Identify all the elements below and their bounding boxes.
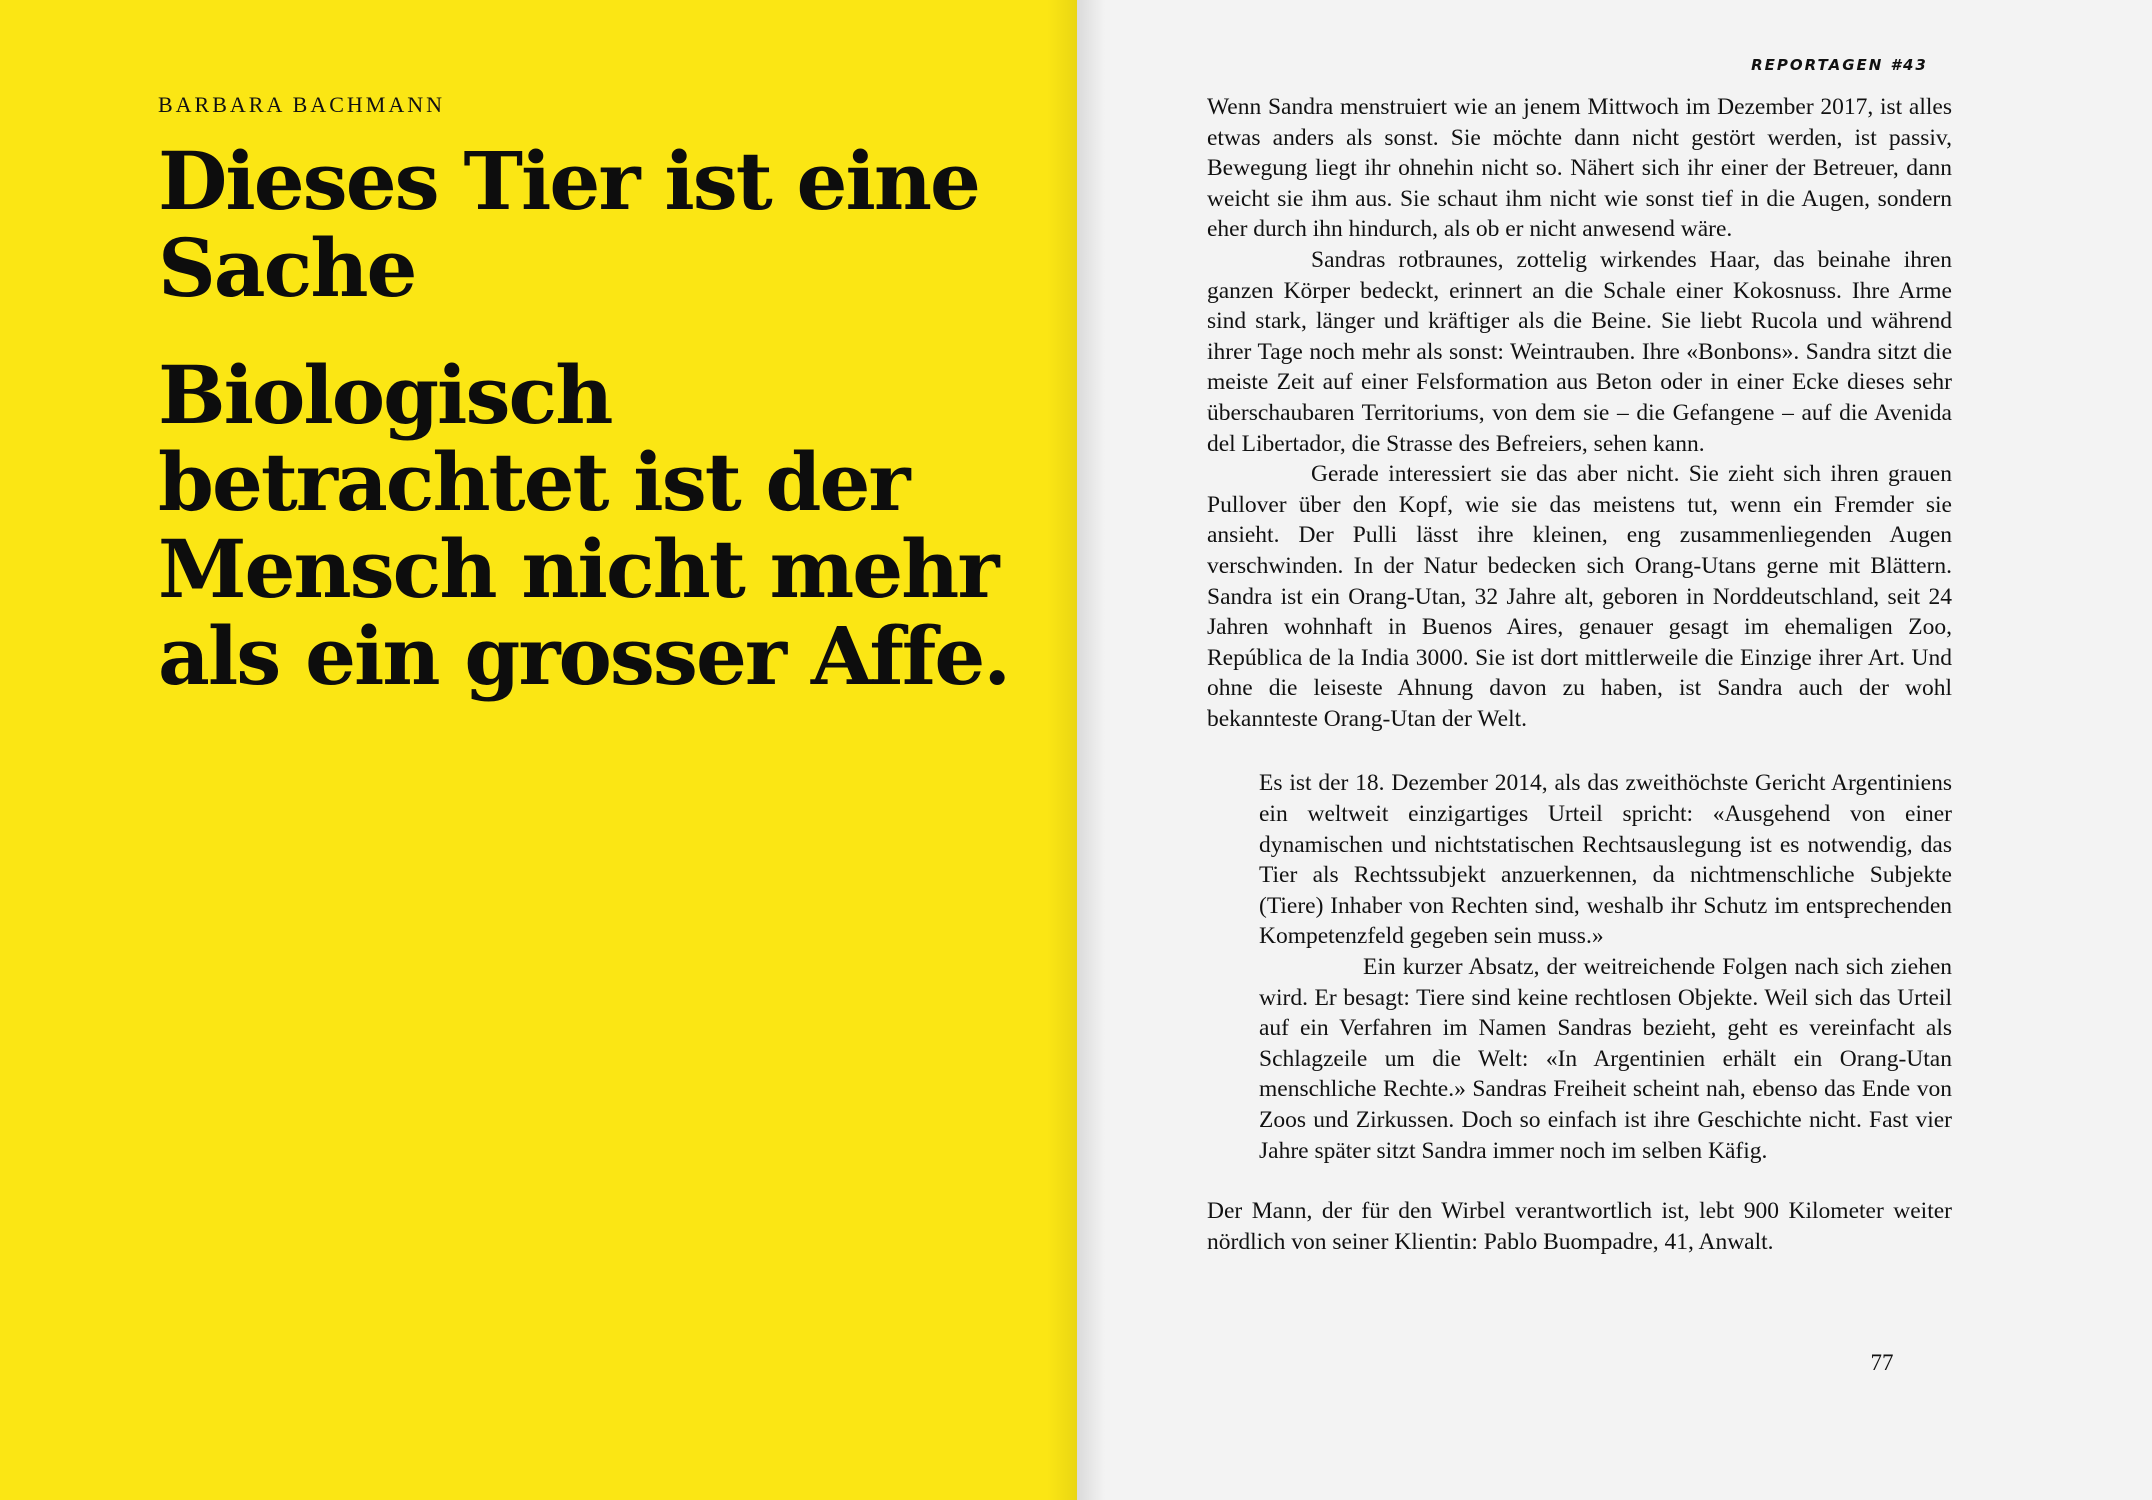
article-title: Dieses Tier ist eine Sache <box>158 134 979 315</box>
author-name: BARBARA BACHMANN <box>158 92 445 117</box>
block-paragraph: Ein kurzer Absatz, der weitreichende Folgen nach sich ziehen wird. Er besagt: Tiere sind keine rechtlosen Objekte. Weil sich das Urteil auf ein Verfahren im Namen Sandras bezieht, geht es vereinfacht als Schlagzeile um die Welt: «In Argentinien erhält ein Orang-Utan menschliche Rechte.» Sandras Freiheit scheint nah, ebenso das Ende von Zoos und Zirkussen. Doch so einfach ist ihre Geschichte nicht. Fast vier Jahre später sitzt Sandra immer noch im selben Käfig. <box>1259 954 1952 1164</box>
right-page <box>1077 0 2152 1500</box>
body-paragraph: Sandras rotbraunes, zottelig wirkendes Haar, das beinahe ihren ganzen Körper bedeckt, erinnert an die Schale einer Kokosnuss. Ihre Arme sind stark, länger und kräftiger als die Beine. Sie liebt Rucola und während ihrer Tage noch mehr als sonst: Weintrauben. Ihre «Bonbons». Sandra sitzt die meiste Zeit auf einer Felsformation aus Beton oder in einer Ecke dieses sehr überschaubaren Territoriums, von dem sie – die Gefangene – auf die Avenida del Libertador, die Strasse des Befreiers, sehen kann. <box>1207 246 1952 457</box>
body-paragraph: Wenn Sandra menstruiert wie an jenem Mittwoch im Dezember 2017, ist alles etwas anders als sonst. Sie möchte dann nicht gestört werden, ist passiv, Bewegung liegt ihr ohnehin nicht so. Nähert sich ihr einer der Betreuer, dann weicht sie ihm aus. Sie schaut ihm nicht wie sonst tief in die Augen, sondern eher durch ihn hindurch, als ob er nicht anwesend wäre. <box>1207 94 1952 243</box>
indented-section <box>1259 768 1952 1166</box>
running-head: REPORTAGEN #43 <box>1751 56 1928 74</box>
article-body <box>1207 92 1952 1257</box>
closing-paragraph: Der Mann, der für den Wirbel verantwortlich ist, lebt 900 Kilometer weiter nördlich von seiner Klientin: Pablo Buompadre, 41, Anwalt. <box>1207 1198 1952 1255</box>
article-subtitle: Biologisch betrachtet ist der Mensch nicht mehr als ein grosser Affe. <box>158 348 1010 703</box>
page-number: 77 <box>1870 1350 1894 1375</box>
body-paragraph: Gerade interessiert sie das aber nicht. Sie zieht sich ihren grauen Pullover über den Kopf, wie sie das meistens tut, wenn ein Fremder sie ansieht. Der Pulli lässt ihre kleinen, eng zusammenliegenden Augen verschwinden. In der Natur bedecken sich Orang-Utans gerne mit Blättern. Sandra ist ein Orang-Utan, 32 Jahre alt, geboren in Norddeutschland, seit 24 Jahren wohnhaft in Buenos Aires, genauer gesagt im ehemaligen Zoo, República de la India 3000. Sie ist dort mittlerweile die Einzige ihrer Art. Und ohne die leiseste Ahnung davon zu haben, ist Sandra auch der wohl bekannteste Orang-Utan der Welt. <box>1207 461 1952 732</box>
block-paragraph: Es ist der 18. Dezember 2014, als das zweithöchste Gericht Argentiniens ein weltweit einzigartiges Urteil spricht: «Ausgehend von einer dynamischen und nichtstatischen Rechtsauslegung ist es notwendig, das Tier als Rechtssubjekt anzuerkennen, da nichtmenschliche Subjekte (Tiere) Inhaber von Rechten sind, weshalb ihr Schutz im entsprechenden Kompetenzfeld gegeben sein muss.» <box>1259 770 1952 950</box>
